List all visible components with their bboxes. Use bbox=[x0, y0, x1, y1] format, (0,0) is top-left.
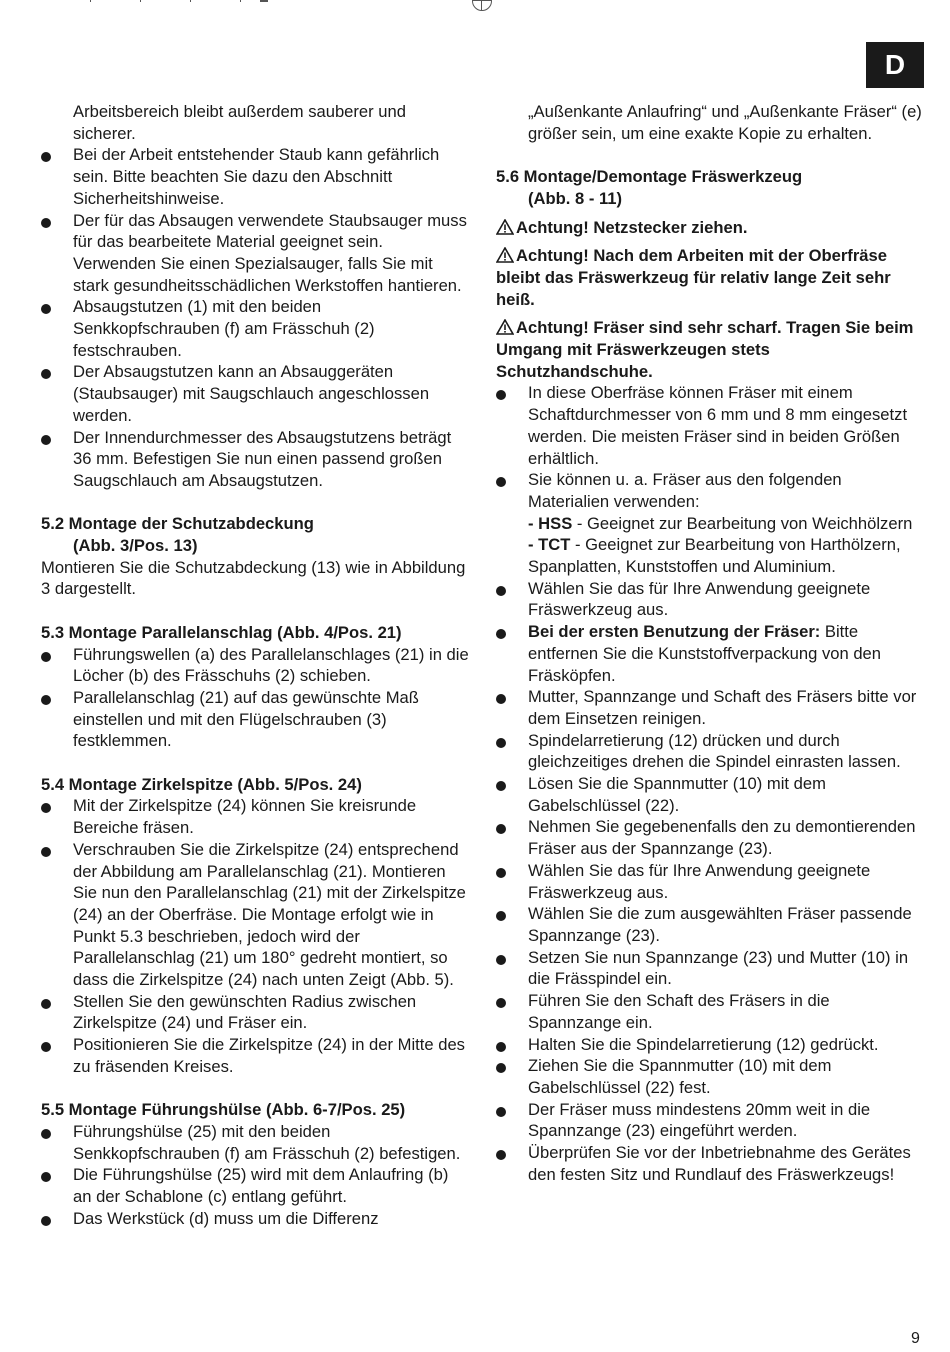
warning-hot-tool: Achtung! Nach dem Arbeiten mit der Oberfräse bleibt das Fräswerkzeug für relativ lange Zeit sehr heiß. bbox=[496, 246, 891, 309]
warning-unplug: Achtung! Netzstecker ziehen. bbox=[496, 217, 926, 239]
list-item: Führungswellen (a) des Parallelanschlages (21) in die Löcher (b) des Frässchuhs (2) schieben. bbox=[41, 644, 469, 687]
warning-sharp-cutter: Achtung! Fräser sind sehr scharf. Tragen Sie beim Umgang mit Fräswerkzeugen stets Schutzhandschuhe. bbox=[496, 318, 914, 381]
list-item: Lösen Sie die Spannmutter (10) mit dem Gabelschlüssel (22). bbox=[496, 773, 926, 816]
list-item: Der Fräser muss mindestens 20mm weit in die Spannzange (23) eingeführt werden. bbox=[496, 1099, 926, 1142]
list-item: Sie können u. a. Fräser aus den folgenden Materialien verwenden: - HSS - Geeignet zur Bearbeitung von Weichhölzern - TCT - Geeignet zur Bearbeitung von Harthölzern, Spanplatten, Kunststoffen und Aluminium. bbox=[496, 469, 926, 578]
list-item: Der Absaugstutzen kann an Absauggeräten (Staubsauger) mit Saugschlauch angeschlossen werden. bbox=[41, 361, 469, 426]
list-item: Die Führungshülse (25) wird mit dem Anlaufring (b) an der Schablone (c) entlang geführt. bbox=[41, 1164, 469, 1207]
list-item: Absaugstutzen (1) mit den beiden Senkkopfschrauben (f) am Frässchuh (2) festschrauben. bbox=[41, 296, 469, 361]
hss-label: - HSS bbox=[528, 513, 573, 533]
list-item: Stellen Sie den gewünschten Radius zwischen Zirkelspitze (24) und Fräser ein. bbox=[41, 991, 469, 1034]
list-item: Überprüfen Sie vor der Inbetriebnahme des Gerätes den festen Sitz und Rundlauf des Fräswerkzeugs! bbox=[496, 1142, 926, 1185]
warning-triangle-icon bbox=[496, 217, 516, 239]
list-item: Der Innendurchmesser des Absaugstutzens beträgt 36 mm. Befestigen Sie nun einen passend großen Saugschlauch am Absaugstutzen. bbox=[41, 427, 469, 492]
list-item: Bei der ersten Benutzung der Fräser: Bitte entfernen Sie die Kunststoffverpackung von den Fräsköpfen. bbox=[496, 621, 926, 686]
list-item: Führungshülse (25) mit den beiden Senkkopfschrauben (f) am Frässchuh (2) befestigen. bbox=[41, 1121, 469, 1164]
left-column bbox=[41, 101, 469, 1230]
list-item: Halten Sie die Spindelarretierung (12) gedrückt. bbox=[496, 1034, 926, 1056]
list-item: Wählen Sie das für Ihre Anwendung geeignete Fräswerkzeug aus. bbox=[496, 860, 926, 903]
list-item: Bei der Arbeit entstehender Staub kann gefährlich sein. Bitte beachten Sie dazu den Abschnitt Sicherheitshinweise. bbox=[41, 144, 469, 209]
list-item: Wählen Sie die zum ausgewählten Fräser passende Spannzange (23). bbox=[496, 903, 926, 946]
list-item: Mutter, Spannzange und Schaft des Fräsers bitte vor dem Einsetzen reinigen. bbox=[496, 686, 926, 729]
language-tab: D bbox=[866, 42, 924, 88]
list-item: Wählen Sie das für Ihre Anwendung geeignete Fräswerkzeug aus. bbox=[496, 578, 926, 621]
list-item: Setzen Sie nun Spannzange (23) und Mutter (10) in die Frässpindel ein. bbox=[496, 947, 926, 990]
tct-label: - TCT bbox=[528, 535, 571, 555]
section-heading-5-4: 5.4 Montage Zirkelspitze (Abb. 5/Pos. 24) bbox=[41, 774, 362, 794]
list-item: Positionieren Sie die Zirkelspitze (24) in der Mitte des zu fräsenden Kreises. bbox=[41, 1034, 469, 1077]
list-item: Ziehen Sie die Spannmutter (10) mit dem Gabelschlüssel (22) fest. bbox=[496, 1055, 926, 1098]
list-item: Parallelanschlag (21) auf das gewünschte Maß einstellen und mit den Flügelschrauben (3) festklemmen. bbox=[41, 687, 469, 752]
list-item: Spindelarretierung (12) drücken und durch gleichzeitiges drehen die Spindel einrasten lassen. bbox=[496, 730, 926, 773]
paragraph: Montieren Sie die Schutzabdeckung (13) wie in Abbildung 3 dargestellt. bbox=[41, 557, 466, 599]
list-item: „Außenkante Anlaufring“ und „Außenkante Fräser“ (e) größer sein, um eine exakte Kopie zu erhalten. bbox=[528, 102, 922, 143]
list-item: Nehmen Sie gegebenenfalls den zu demontierenden Fräser aus der Spannzange (23). bbox=[496, 816, 926, 859]
list-item: Das Werkstück (d) muss um die Differenz bbox=[41, 1208, 469, 1230]
list-item: Mit der Zirkelspitze (24) können Sie kreisrunde Bereiche fräsen. bbox=[41, 795, 469, 838]
list-item: In diese Oberfräse können Fräser mit einem Schaftdurchmesser von 6 mm und 8 mm eingesetzt werden. Die meisten Fräser sind in beiden Größen erhältlich. bbox=[496, 382, 926, 469]
page-number: 9 bbox=[911, 1330, 920, 1347]
section-heading-5-2: 5.2 Montage der Schutzabdeckung (Abb. 3/Pos. 13) bbox=[41, 514, 314, 556]
section-heading-5-5: 5.5 Montage Führungshülse (Abb. 6-7/Pos. 25) bbox=[41, 1100, 406, 1120]
list-item: Arbeitsbereich bleibt außerdem sauberer und sicherer. bbox=[73, 102, 406, 143]
section-heading-5-6: 5.6 Montage/Demontage Fräswerkzeug (Abb. 8 - 11) bbox=[496, 167, 803, 208]
warning-triangle-icon bbox=[496, 245, 516, 267]
registration-mark-icon bbox=[472, 0, 492, 11]
list-item: Verschrauben Sie die Zirkelspitze (24) entsprechend der Abbildung am Parallelanschlag (21). Montieren Sie nun den Parallelanschlag (21) mit der Zirkelspitze (24) an der Oberfräse. Die Montage erfolgt wie in Punkt 5.3 beschrieben, jedoch wird der Parallelanschlag (21) um 180° gedreht montiert, so dass die Zirkelspitze (24) nach unten Zeigt (Abb. 5). bbox=[41, 839, 469, 991]
section-heading-5-3: 5.3 Montage Parallelanschlag (Abb. 4/Pos. 21) bbox=[41, 622, 402, 642]
right-column bbox=[496, 101, 926, 1185]
print-crop-marks bbox=[60, 0, 520, 8]
list-item: Führen Sie den Schaft des Fräsers in die Spannzange ein. bbox=[496, 990, 926, 1033]
warning-triangle-icon bbox=[496, 317, 516, 339]
list-item: Der für das Absaugen verwendete Staubsauger muss für das bearbeitete Material geeignet sein. Verwenden Sie einen Spezialsauger, falls Sie mit stark gesundheitsschädlichen Werkstoffen hantieren. bbox=[41, 210, 469, 297]
